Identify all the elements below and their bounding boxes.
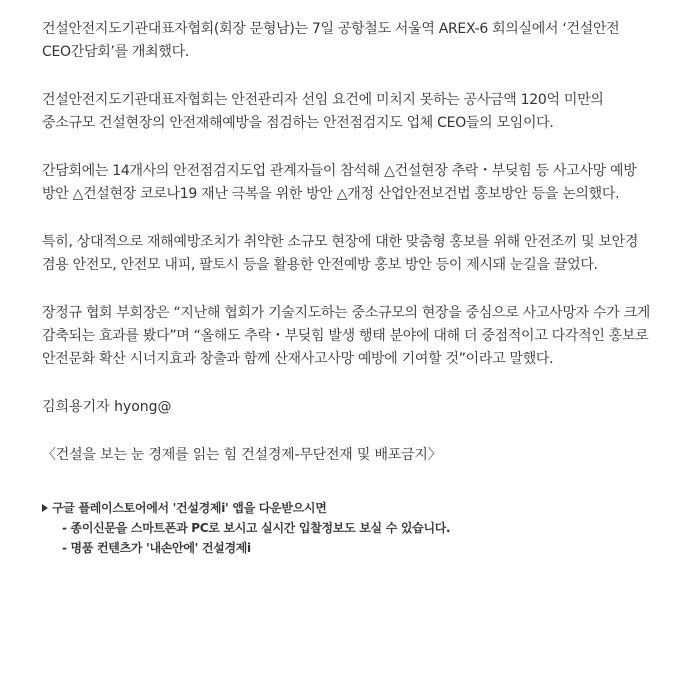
app-promo-line: - 종이신문을 스마트폰과 PC로 보시고 실시간 입찰정보도 보실 수 있습니다. bbox=[62, 521, 451, 535]
app-promo-line: - 명품 컨텐츠가 '내손안에' 건설경제i bbox=[62, 541, 251, 555]
article-paragraph: 건설안전지도기관대표자협회는 안전관리자 선임 요건에 미치지 못하는 공사금액 120억 미만의 중소규모 건설현장의 안전재해예방을 점검하는 안전점검지도 업체 CEO들의 모임이다. bbox=[42, 92, 604, 131]
app-promo-headline[interactable] bbox=[42, 498, 654, 518]
article-paragraph: 건설안전지도기관대표자협회(회장 문형남)는 7일 공항철도 서울역 AREX-6 회의실에서 ‘건설안전 CEO간담회’를 개최했다. bbox=[42, 21, 620, 60]
article-paragraph: 간담회에는 14개사의 안전점검지도업 관계자들이 참석해 △건설현장 추락・부딪힘 등 사고사망 예방 방안 △건설현장 코로나19 재난 극복을 위한 방안 △개정 산업안전보건법 홍보방안 등을 논의했다. bbox=[42, 163, 637, 202]
app-promo[interactable] bbox=[42, 498, 654, 558]
copyright-notice: 〈건설을 보는 눈 경제를 읽는 힘 건설경제-무단전재 및 배포금지〉 bbox=[42, 447, 442, 463]
byline: 김희용기자 hyong@ bbox=[42, 399, 172, 415]
article-paragraph: 특히, 상대적으로 재해예방조치가 취약한 소규모 현장에 대한 맞춤형 홍보를 위해 안전조끼 및 보안경 겸용 안전모, 안전모 내피, 팔토시 등을 활용한 안전예방 홍보 방안 등이 제시돼 눈길을 끌었다. bbox=[42, 234, 639, 273]
triangle-right-icon bbox=[42, 504, 48, 512]
app-promo-headline-text: 구글 플레이스토어에서 '건설경제i' 앱을 다운받으시면 bbox=[52, 501, 327, 515]
article-paragraph: 장정규 협회 부회장은 “지난해 협회가 기술지도하는 중소규모의 현장을 중심으로 사고사망자 수가 크게 감축되는 효과를 봤다”며 “올해도 추락・부딪힘 발생 행태 분야에 대해 더 중점적이고 다각적인 홍보로 안전문화 확산 시너지효과 창출과 함께 산재사고사망 예방에 기여할 것”이라고 말했다. bbox=[42, 305, 651, 367]
